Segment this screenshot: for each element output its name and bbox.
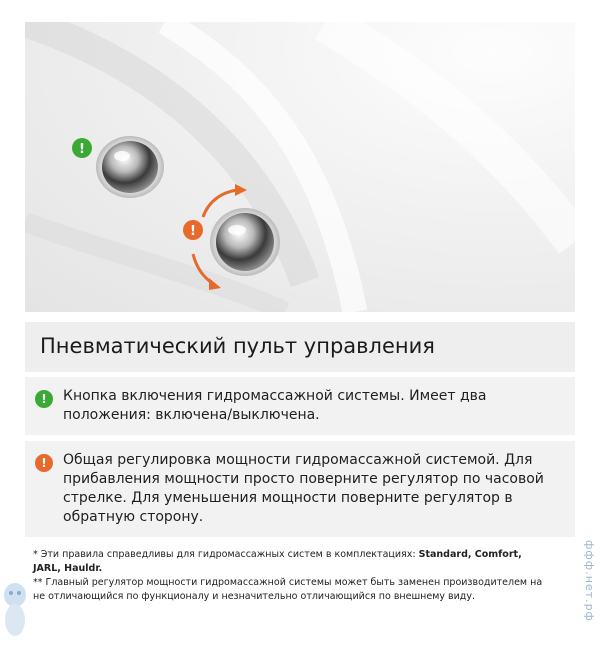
footnotes <box>33 548 543 604</box>
item-text: Общая регулировка мощности гидромассажной системой. Для прибавления мощности просто поверните регулятор по часовой стрелке. Для уменьшения мощности поверните регулятор в обратную сторону. <box>63 452 544 525</box>
mascot-logo <box>0 575 30 645</box>
watermark: ффф.нет.рф <box>583 540 596 622</box>
power-regulator <box>210 208 280 276</box>
footnote-2: ** Главный регулятор мощности гидромассажной системы может быть заменен производителем на не отличающийся по функционалу и незначительно отличающийся по внешнему виду. <box>33 577 543 602</box>
exclamation-icon-photo-green <box>72 138 92 158</box>
page-title: Пневматический пульт управления <box>40 334 435 358</box>
photo-illustration <box>25 22 575 312</box>
item-text: Кнопка включения гидромассажной системы. Имеет два положения: включена/выключена. <box>63 388 487 423</box>
svg-text:!: ! <box>190 224 196 239</box>
svg-text:!: ! <box>79 142 85 157</box>
title-bar <box>25 322 575 372</box>
product-photo <box>25 22 575 312</box>
exclamation-icon: ! <box>35 454 53 472</box>
exclamation-icon: ! <box>35 390 53 408</box>
list-item-power-button <box>25 377 575 435</box>
exclamation-icon-photo-orange <box>183 220 203 240</box>
list-item-power-regulator <box>25 441 575 537</box>
footnote-models: Standard, Comfort, JARL, Hauldr. <box>33 549 522 574</box>
power-button <box>96 136 164 198</box>
footnote-1: * Эти правила справедливы для гидромассажных систем в комплектациях: Standard, Comfort, JARL, Hauldr. <box>33 549 522 574</box>
